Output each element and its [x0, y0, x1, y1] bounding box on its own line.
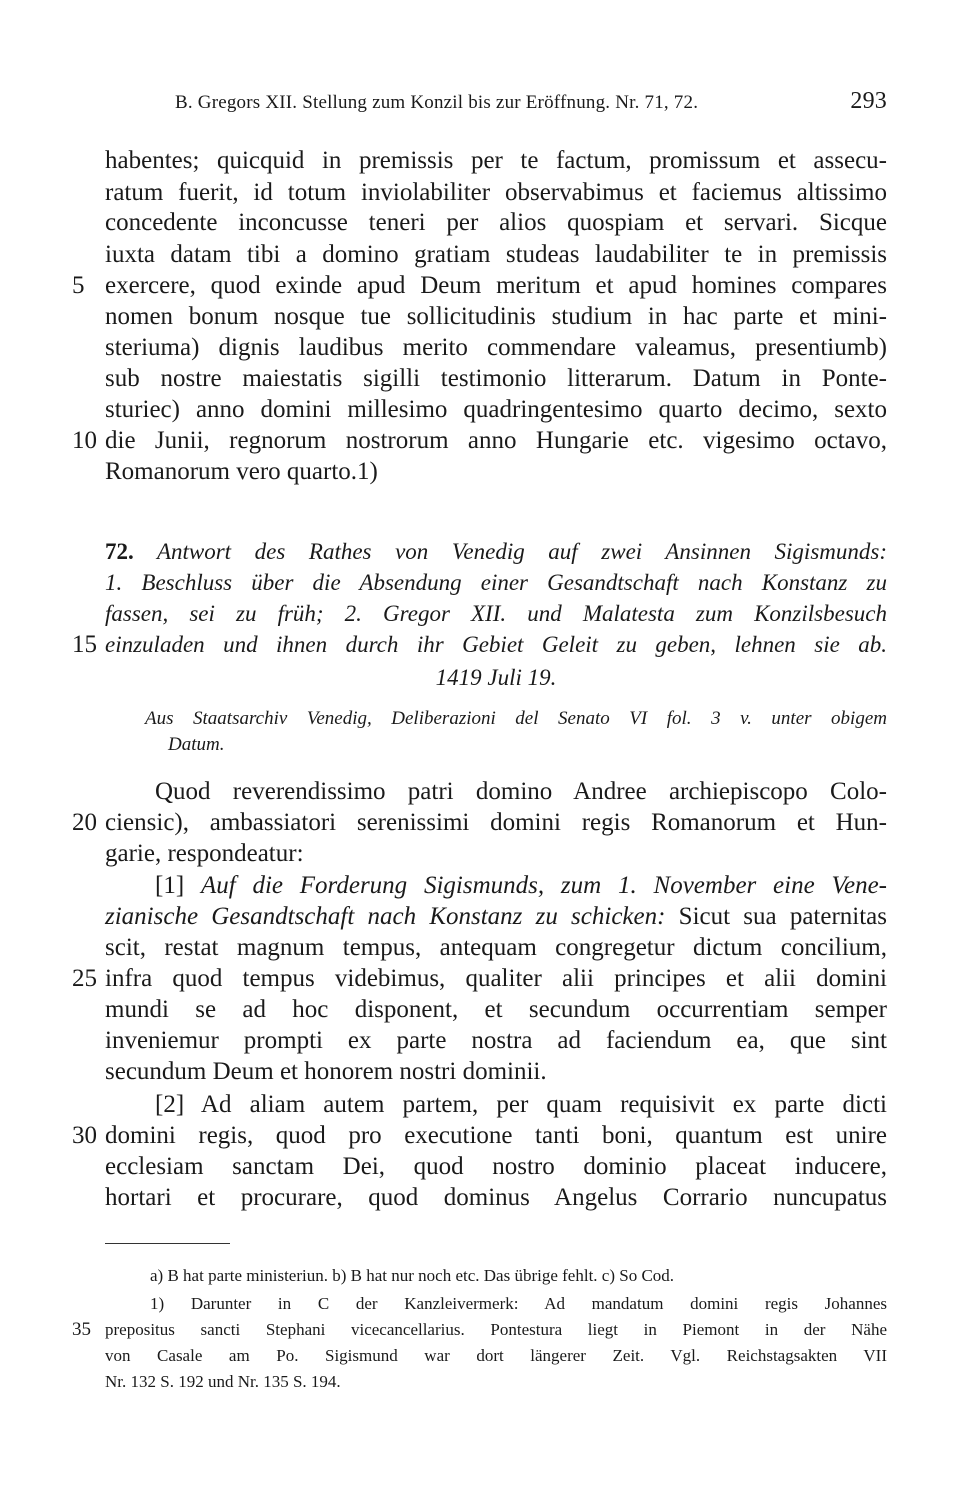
text-line: zianische Gesandtschaft nach Konstanz zu schicken: Sicut sua paternitas [105, 903, 887, 930]
line-number: 20 [72, 809, 97, 836]
document-heading-line-1: 72. Antwort des Rathes von Venedig auf zwei Ansinnen Sigismunds: [105, 539, 887, 564]
document-date: 1419 Juli 19. [435, 665, 557, 690]
text-line: [1] Auf die Forderung Sigismunds, zum 1. November eine Vene- [155, 872, 888, 899]
running-header [175, 88, 887, 122]
text-line: domini regis, quod pro executione tanti boni, quantum est unire [105, 1122, 887, 1149]
document-heading-line-4: einzuladen und ihnen durch ihr Gebiet Geleit zu geben, lehnen sie ab. [105, 632, 887, 657]
line-number: 5 [72, 272, 85, 299]
text-line: ciensic), ambassiatori serenissimi domini regis Romanorum et Hun- [105, 809, 887, 836]
text-line: mundi se ad hoc disponent, et secundum occurrentiam semper [105, 996, 887, 1023]
line-number: 15 [72, 631, 97, 658]
line-number: 35 [72, 1319, 91, 1340]
text-line: die Junii, regnorum nostrorum anno Hungarie etc. vigesimo octavo, [105, 427, 887, 454]
line-number: 25 [72, 965, 97, 992]
text-line: iuxta datam tibi a domino gratiam studeas laudabiliter te in premissis [105, 241, 887, 268]
text-line: garie, respondeatur: [105, 840, 304, 867]
text-line: exercere, quod exinde apud Deum meritum et apud homines compares [105, 272, 887, 299]
footnote-1-line-3: von Casale am Po. Sigismund war dort längerer Zeit. Vgl. Reichstagsakten VII [105, 1346, 887, 1365]
document-number: 72. [105, 539, 134, 564]
footnote-1-line-1: 1) Darunter in C der Kanzleivermerk: Ad mandatum domini regis Johannes [150, 1294, 887, 1313]
text-line: ecclesiam sanctam Dei, quod nostro dominio placeat inducere, [105, 1153, 887, 1180]
text-line: infra quod tempus videbimus, qualiter alii principes et alii domini [105, 965, 887, 992]
text-line: concedente inconcusse teneri per alios quospiam et servari. Sicque [105, 209, 887, 236]
text-line: Quod reverendissimo patri domino Andree archiepiscopo Colo- [155, 778, 887, 805]
footnote-letters: a) B hat parte ministeriun. b) B hat nur noch etc. Das übrige fehlt. c) So Cod. [150, 1266, 675, 1285]
text-line: sub nostre maiestatis sigilli testimonio litterarum. Datum in Ponte- [105, 365, 887, 392]
document-heading-line-3: fassen, sei zu früh; 2. Gregor XII. und Malatesta zum Konzilsbesuch [105, 601, 887, 626]
text-line: steriuma) dignis laudibus merito commendare valeamus, presentiumb) [105, 334, 887, 361]
text-line: Romanorum vero quarto.1) [105, 458, 378, 485]
text-line: hortari et procurare, quod dominus Angelus Corrario nuncupatus [105, 1184, 887, 1211]
text-line: secundum Deum et honorem nostri dominii. [105, 1058, 547, 1085]
text-line: sturiec) anno domini millesimo quadringentesimo quarto decimo, sexto [105, 396, 887, 423]
text-line: ratum fuerit, id totum inviolabiliter observabimus et faciemus altissimo [105, 179, 887, 206]
text-line: [2] Ad aliam autem partem, per quam requisivit ex parte dicti [155, 1091, 887, 1118]
text-line: habentes; quicquid in premissis per te factum, promissum et assecu- [105, 147, 887, 174]
source-note-line-1: Aus Staatsarchiv Venedig, Deliberazioni del Senato VI fol. 3 v. unter obigem [145, 708, 887, 729]
running-title: B. Gregors XII. Stellung zum Konzil bis zur Eröffnung. Nr. 71, 72. [175, 92, 699, 113]
line-number: 30 [72, 1122, 97, 1149]
footnote-1-line-4: Nr. 132 S. 192 und Nr. 135 S. 194. [105, 1372, 341, 1391]
page-number: 293 [850, 88, 887, 114]
text-line: inveniemur prompti ex parte nostra ad faciendum ea, que sint [105, 1027, 887, 1054]
source-note-line-2: Datum. [168, 734, 225, 755]
line-number: 10 [72, 427, 97, 454]
text-line: scit, restat magnum tempus, antequam congregetur dictum concilium, [105, 934, 887, 961]
text-line: nomen bonum nosque tue sollicitudinis studium in hac parte et mini- [105, 303, 887, 330]
document-heading-line-2: 1. Beschluss über die Absendung einer Gesandtschaft nach Konstanz zu [105, 570, 887, 595]
footnote-1-line-2: prepositus sancti Stephani vicecancellarius. Pontestura liegt in Piemont in der Nähe [105, 1320, 887, 1339]
footnote-divider [105, 1243, 230, 1244]
